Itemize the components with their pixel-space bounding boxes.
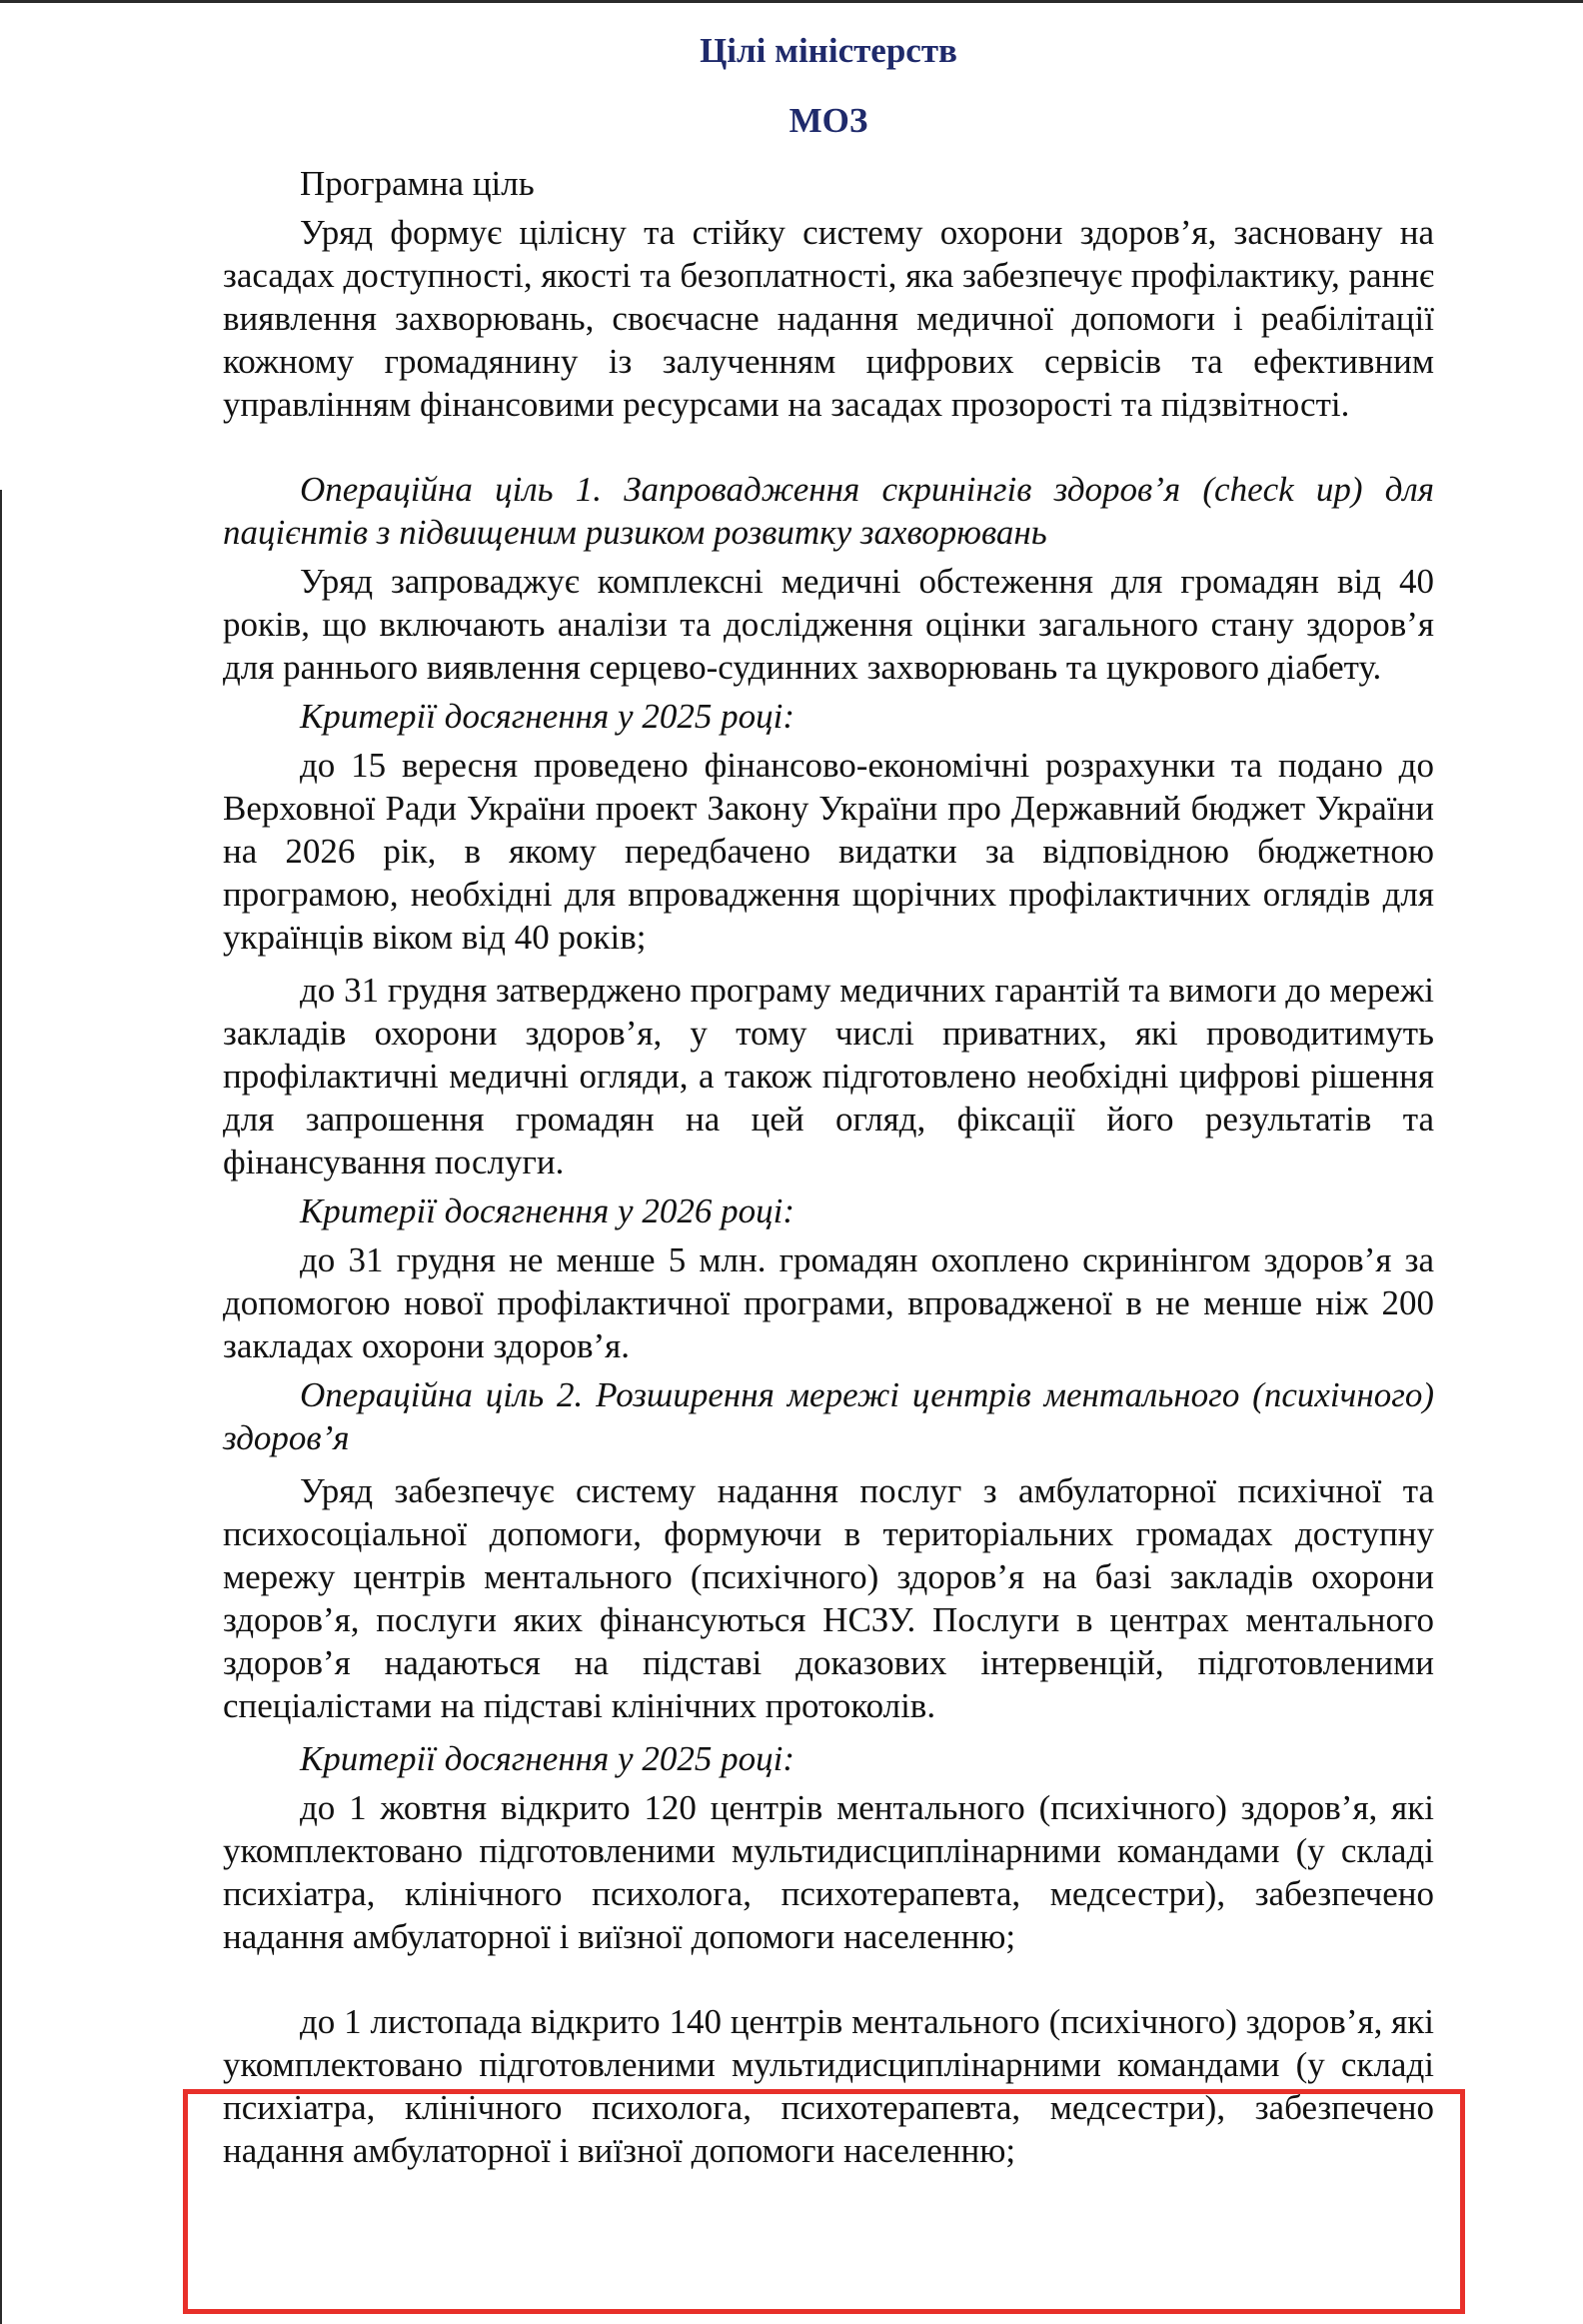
goal-1-criterion-2026-1: до 31 грудня не менше 5 млн. громадян охоплено скринінгом здоров’я за допомогою нової профілактичної програми, впровадженої в не менше ніж 200 закладах охорони здоров’я. [223, 1240, 1434, 1365]
goal-2-criteria-2025-label: Критерії досягнення у 2025 році: [300, 1739, 794, 1778]
goal-2-criterion-2025-2-highlighted: до 1 листопада відкрито 140 центрів ментального (психічного) здоров’я, які укомплектовано підготовленими мультидисциплінарними командами (у складі психіатра, клінічного психолога, психотерапевта, медсестри), забезпечено надання амбулаторної і виїзної допомоги населенню; [223, 2002, 1434, 2170]
goal-1-criteria-2025-label: Критерії досягнення у 2025 році: [300, 697, 794, 736]
operational-goal-1-heading: Операційна ціль 1. Запровадження скринінгів здоров’я (check up) для пацієнтів з підвищеним ризиком розвитку захворювань [223, 470, 1434, 552]
ministry-heading: МОЗ [789, 101, 868, 140]
page-top-edge [0, 0, 1583, 3]
program-goal-label: Програмна ціль [300, 164, 535, 203]
operational-goal-1-text: Уряд запроваджує комплексні медичні обстеження для громадян від 40 років, що включають аналізи та дослідження оцінки загального стану здоров’я для раннього виявлення серцево-судинних захворювань та цукрового діабету. [223, 562, 1434, 687]
page-left-edge [0, 490, 2, 2324]
operational-goal-2-heading: Операційна ціль 2. Розширення мережі центрів ментального (психічного) здоров’я [223, 1375, 1434, 1457]
operational-goal-2-text: Уряд забезпечує систему надання послуг з амбулаторної психічної та психосоціальної допомоги, формуючи в територіальних громадах доступну мережу центрів ментального (психічного) здоров’я на базі закладів охорони здоров’я, послуги яких фінансуються НСЗУ. Послуги в центрах ментального здоров’я надаються на підставі доказових інтервенцій, підготовленими спеціалістами на підставі клінічних протоколів. [223, 1471, 1434, 1725]
document-body [223, 24, 1434, 2172]
goal-2-criterion-2025-1: до 1 жовтня відкрито 120 центрів ментального (психічного) здоров’я, які укомплектовано підготовленими мультидисциплінарними командами (у складі психіатра, клінічного психолога, психотерапевта, медсестри), забезпечено надання амбулаторної і виїзної допомоги населенню; [223, 1788, 1434, 1956]
goal-1-criterion-2025-1: до 15 вересня проведено фінансово-економічні розрахунки та подано до Верховної Ради України проект Закону України про Державний бюджет України на 2026 рік, в якому передбачено видатки за відповідною бюджетною програмою, необхідні для впровадження щорічних профілактичних оглядів для українців віком від 40 років; [223, 746, 1434, 957]
goal-1-criteria-2026-label: Критерії досягнення у 2026 році: [300, 1191, 794, 1230]
page-title: Цілі міністерств [700, 31, 957, 70]
goal-1-criterion-2025-2: до 31 грудня затверджено програму медичних гарантій та вимоги до мережі закладів охорони здоров’я, у тому числі приватних, які проводитимуть профілактичні медичні огляди, а також підготовлено необхідні цифрові рішення для запрошення громадян на цей огляд, фіксації його результатів та фінансування послуги. [223, 971, 1434, 1181]
program-goal-text: Уряд формує цілісну та стійку систему охорони здоров’я, засновану на засадах доступності, якості та безоплатності, яка забезпечує профілактику, раннє виявлення захворювань, своєчасне надання медичної допомоги і реабілітації кожному громадянину із залученням цифрових сервісів та ефективним управлінням фінансовими ресурсами на засадах прозорості та підзвітності. [223, 213, 1434, 424]
